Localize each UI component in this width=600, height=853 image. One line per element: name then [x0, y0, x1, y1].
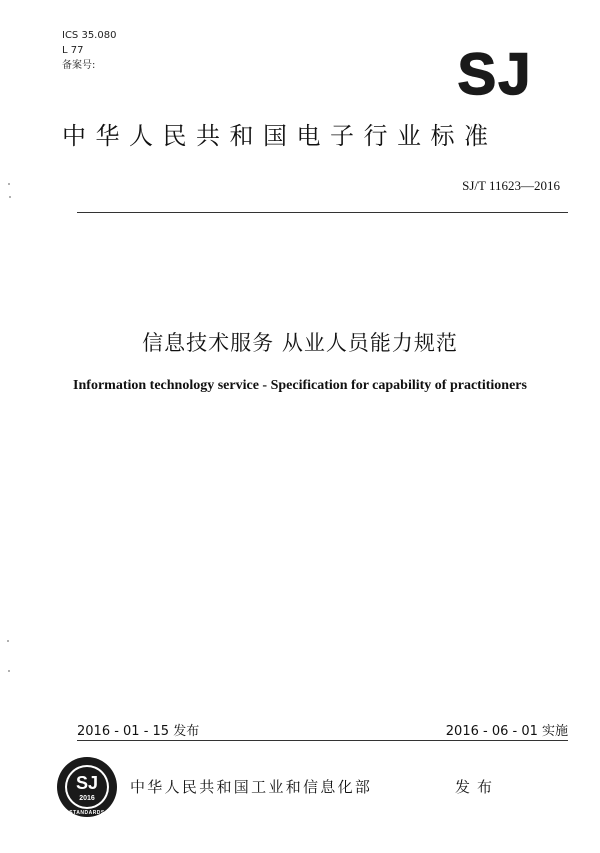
sj-logo-text: SJ	[457, 46, 533, 100]
sj-standards-seal	[56, 756, 118, 818]
scan-speck	[8, 183, 10, 185]
publish-date: 2016 - 01 - 15 发布	[77, 724, 200, 739]
standard-code: SJ/T 11623—2016	[462, 178, 560, 193]
footer-divider	[77, 740, 568, 741]
issuing-authority: 中华人民共和国工业和信息化部	[130, 778, 373, 796]
seal-bottom-text: STANDARDS	[69, 810, 105, 816]
ccs-code: L 77	[62, 45, 84, 56]
issue-label: 发布	[455, 778, 500, 796]
seal-year: 2016	[79, 795, 95, 802]
seal-sj-text: SJ	[75, 773, 99, 793]
filing-number: 备案号:	[62, 60, 96, 71]
scan-speck	[9, 196, 11, 198]
classification-block	[62, 28, 116, 73]
sj-logo	[448, 46, 542, 100]
scan-speck	[8, 670, 10, 672]
document-title-en: Information technology service - Specification for capability of practitioners	[73, 378, 527, 393]
scan-speck	[7, 640, 9, 642]
standard-category-title: 中华人民共和国电子行业标准	[62, 122, 498, 150]
implement-date: 2016 - 06 - 01 实施	[445, 724, 568, 739]
header-divider	[77, 212, 568, 213]
document-title-zh: 信息技术服务 从业人员能力规范	[142, 331, 458, 355]
ics-code: ICS 35.080	[62, 30, 117, 41]
